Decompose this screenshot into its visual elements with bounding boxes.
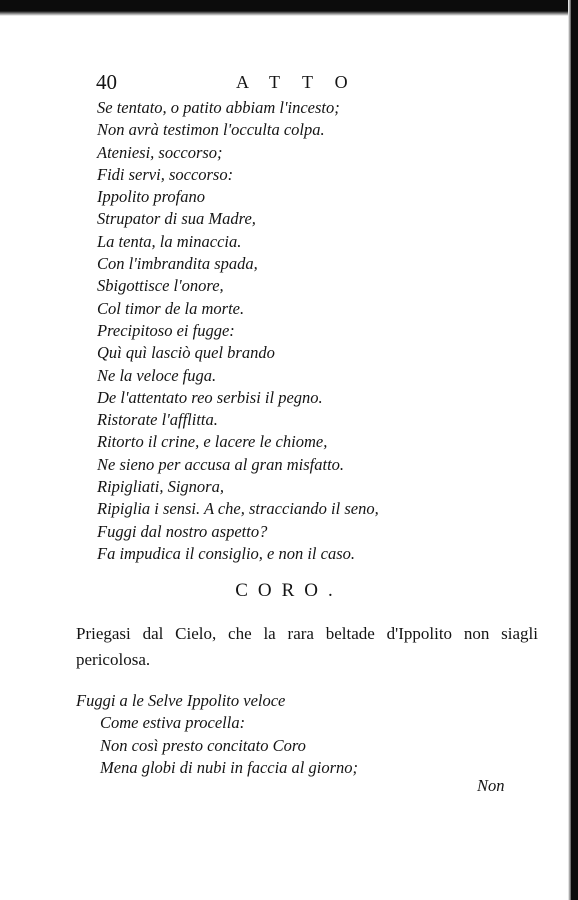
- verse-line: Quì quì lasciò quel brando: [97, 343, 275, 363]
- verse-line: Ripiglia i sensi. A che, stracciando il seno,: [97, 499, 379, 519]
- verse-line: Non avrà testimon l'occulta colpa.: [97, 120, 325, 140]
- verse-line: Ripigliati, Signora,: [97, 477, 224, 497]
- verse-line: Ristorate l'afflitta.: [97, 410, 218, 430]
- verse-line: Sbigottisce l'onore,: [97, 276, 224, 296]
- verse-line: De l'attentato reo serbisi il pegno.: [97, 387, 323, 407]
- verse-line: Fuggi dal nostro aspetto?: [97, 521, 268, 541]
- verse-line: Col timor de la morte.: [97, 298, 245, 318]
- verse-line: Ritorto il crine, e lacere le chiome,: [97, 432, 328, 452]
- catchword: Non: [477, 776, 505, 795]
- section-title: CORO.: [235, 580, 343, 601]
- verse-block: [97, 97, 537, 565]
- page-number: 40: [96, 70, 117, 94]
- verse-line: La tenta, la minaccia.: [97, 231, 242, 251]
- chorus-verse-line: Fuggi a le Selve Ippolito veloce: [76, 691, 286, 710]
- chorus-verse-block: [76, 690, 526, 779]
- verse-line: Ne sieno per accusa al gran misfatto.: [97, 454, 345, 474]
- chorus-verse-line: Non così presto concitato Coro: [100, 735, 306, 755]
- scan-top-edge: [0, 0, 578, 16]
- running-head: ATTO: [236, 72, 370, 92]
- verse-line: Fidi servi, soccorso:: [97, 164, 234, 184]
- verse-line: Ateniesi, soccorso;: [97, 142, 223, 162]
- verse-line: Con l'imbrandita spada,: [97, 254, 258, 274]
- scan-right-edge: [571, 0, 578, 900]
- chorus-verse-line: Mena globi di nubi in faccia al giorno;: [100, 757, 359, 777]
- verse-line: Ne la veloce fuga.: [97, 365, 217, 385]
- page-header: [96, 70, 516, 98]
- verse-line: Strupator di sua Madre,: [97, 209, 256, 229]
- chorus-verse-line: Come estiva procella:: [100, 713, 246, 733]
- verse-line: Se tentato, o patito abbiam l'incesto;: [97, 98, 340, 117]
- verse-line: Precipitoso ei fugge:: [97, 320, 235, 340]
- verse-line: Ippolito profano: [97, 187, 206, 207]
- verse-line: Fa impudica il consiglio, e non il caso.: [97, 543, 356, 563]
- prose-paragraph: Priegasi dal Cielo, che la rara beltade d'Ippolito non siagli pericolosa.: [76, 624, 538, 669]
